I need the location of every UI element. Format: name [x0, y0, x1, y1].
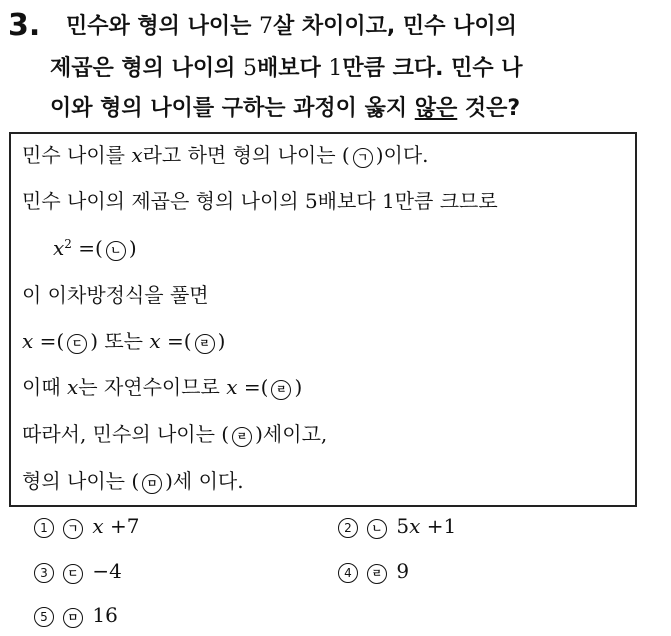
box-line-4: 이 이차방정식을 풀면 — [22, 283, 209, 307]
question-stem-line-1: 민수와 형의 나이는 7살 차이이고, 민수 나이의 — [66, 14, 517, 39]
choice-number-1-icon: 1 — [34, 518, 54, 538]
choice-1[interactable]: 1 ㄱ x +7 — [34, 512, 139, 540]
choice-4[interactable]: 4 ㄹ 9 — [338, 557, 409, 585]
solution-box — [9, 132, 637, 507]
marker-4-icon: ㄹ — [195, 334, 215, 354]
marker-4-icon: ㄹ — [232, 427, 252, 447]
marker-3-icon: ㄷ — [63, 564, 83, 584]
choice-5[interactable]: 5 ㅁ 16 — [34, 601, 118, 629]
marker-2-icon: ㄴ — [106, 241, 126, 261]
question-stem-line-3: 이와 형의 나이를 구하는 과정이 옳지 않은 것은? — [50, 96, 521, 121]
marker-1-icon: ㄱ — [353, 148, 373, 168]
box-line-8: 형의 나이는 ( ㅁ )세 이다. — [22, 469, 244, 493]
box-line-6: 이때 x는 자연수이므로 x =( ㄹ ) — [22, 375, 303, 399]
question-number: 3. — [8, 8, 41, 43]
marker-5-icon: ㅁ — [63, 608, 83, 628]
box-line-5: x =( ㄷ ) 또는 x =( ㄹ ) — [22, 329, 226, 353]
question-stem-line-2: 제곱은 형의 나이의 5배보다 1만큼 크다. 민수 나 — [50, 56, 523, 81]
box-line-1: 민수 나이를 x라고 하면 형의 나이는 ( ㄱ )이다. — [22, 143, 429, 167]
box-line-2: 민수 나이의 제곱은 형의 나이의 5배보다 1만큼 크므로 — [22, 189, 498, 213]
box-line-3: $x^2$ =( ㄴ ) — [53, 236, 137, 260]
choice-number-3-icon: 3 — [34, 563, 54, 583]
underlined-word: 않은 — [414, 96, 458, 121]
choice-2[interactable]: 2 ㄴ 5x +1 — [338, 512, 456, 540]
marker-5-icon: ㅁ — [142, 474, 162, 494]
choice-number-2-icon: 2 — [338, 518, 358, 538]
marker-4-icon: ㄹ — [367, 564, 387, 584]
choice-number-5-icon: 5 — [34, 607, 54, 627]
choice-number-4-icon: 4 — [338, 563, 358, 583]
marker-3-icon: ㄷ — [67, 334, 87, 354]
marker-2-icon: ㄴ — [367, 519, 387, 539]
box-line-7: 따라서, 민수의 나이는 ( ㄹ )세이고, — [22, 422, 328, 446]
choice-3[interactable]: 3 ㄷ −4 — [34, 557, 122, 585]
marker-1-icon: ㄱ — [63, 519, 83, 539]
marker-4-icon: ㄹ — [271, 380, 291, 400]
